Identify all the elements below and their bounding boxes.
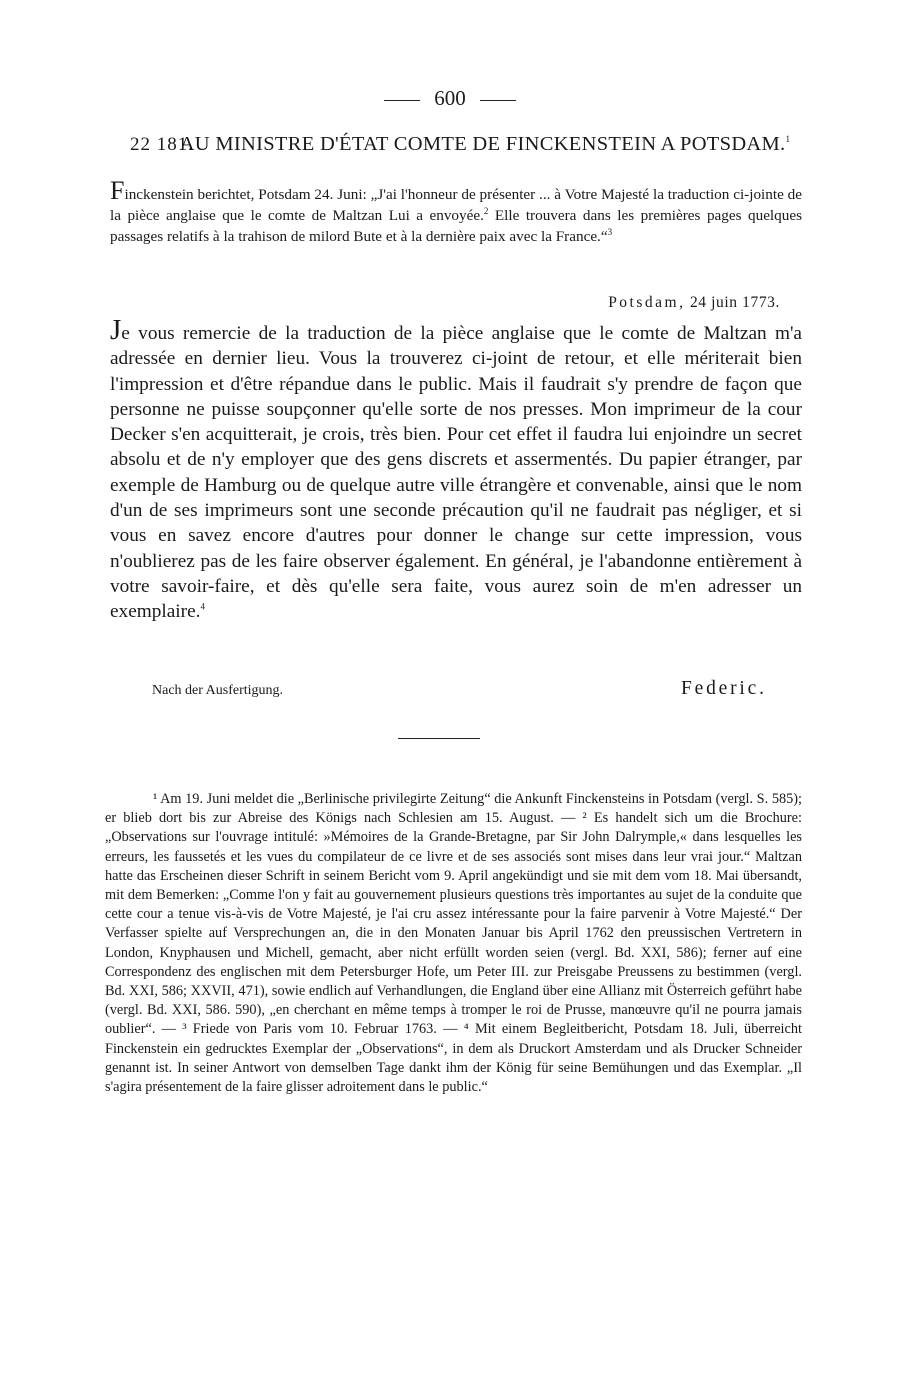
summary-initial: F xyxy=(110,176,125,205)
document-number: 22 181. xyxy=(130,134,194,155)
footnote-marker-2: 2 xyxy=(483,205,489,216)
dateline-place: Potsdam, xyxy=(608,294,686,311)
report-summary xyxy=(110,176,802,247)
dateline-date: 24 juin 1773. xyxy=(689,294,780,311)
footnote-marker-3: 3 xyxy=(607,226,613,237)
document-title xyxy=(110,132,800,157)
footnote-divider xyxy=(398,738,480,739)
summary-text-2: Elle trouvera dans les premières pages quelques passages relatifs à la trahison de milord Bute et à la dernière paix avec la France.“ xyxy=(110,207,802,245)
footnotes-text: ¹ Am 19. Juni meldet die „Berlinische privilegirte Zeitung“ die Ankunft Finckensteins in Potsdam (vergl. S. 585); er blieb dort bis zur Abreise des Königs nach Schlesien am 15. August. — ² Es handelt sich um die Brochure: „Observations sur l'ouvrage intitulé: »Mémoires de la Grande-Bretagne, par Sir John Dalrymple,« dans lesquelles les erreurs, les faussetés et les vues du compilateur de ce livre et de ses associés sont mises dans leur vrai jour.“ Maltzan hatte das Erscheinen dieser Schrift in seinem Bericht vom 9. April angekündigt und sie mit dem vom 18. Mai übersandt, mit dem Bemerken: „Comme l'on y fait au gouvernement plusieurs questions très importantes au sujet de la conduite que cette cour a tenue vis-à-vis de Votre Majesté, je l'ai cru assez intéressante pour la faire parvenir à Votre Majesté.“ Der Verfasser spielte auf Versprechungen an, die in den Monaten Januar bis April 1762 den preussischen Vertretern in London, Knyphausen und Michell, gemacht, aber nicht erfüllt worden seien (vergl. Bd. XXI, 586); ferner auf eine Correspondenz des englischen mit dem Petersburger Hofe, um Peter III. zur Preisgabe Preussens zu bestimmen (vergl. Bd. XXI, 586; XXVII, 471), sowie endlich auf Verhandlungen, die England über eine Allianz mit Österreich geführt habe (vergl. Bd. XXI, 586. 590), „en cherchant en même temps à tromper le roi de Prusse, manœuvre qu'il ne pourra jamais oublier“. — ³ Friede von Paris vom 10. Februar 1763. — ⁴ Mit einem Begleitbericht, Potsdam 18. Juli, überreicht Finckenstein ein gedrucktes Exemplar der „Observations“, in dem als Druckort Amsterdam und als Drucker Schneider genannt ist. In seiner Antwort von demselben Tage dankt ihm der König für seine Bemühungen und das Exemplar. „Il s'agira présentement de la faire glisser adroitement dans le public.“ xyxy=(105,791,802,1096)
letter-body xyxy=(110,314,802,625)
page-number xyxy=(0,86,900,110)
footnote-marker-4: 4 xyxy=(200,601,205,612)
document-title-text: AU MINISTRE D'ÉTAT COMTE DE FINCKENSTEIN A POTSDAM. xyxy=(179,133,786,155)
signature: Federic. xyxy=(681,678,767,699)
footnotes xyxy=(105,790,802,1097)
page-number-rule-right xyxy=(480,100,516,101)
summary-text: inckenstein berichtet, Potsdam 24. Juni: „J'ai l'honneur de présenter ... à Votre Majesté la traduction ci-jointe de la pièce anglaise que le comte de Maltzan Lui a envoyée. xyxy=(110,186,802,224)
source-note: Nach der Ausfertigung. xyxy=(152,683,284,698)
letter-text: e vous remercie de la traduction de la pièce anglaise que le comte de Maltzan m'a adressée en dernier lieu. Vous la trouverez ci-joint de retour, et elle mériterait bien l'impression et d'être répandue dans le public. Mais il faudrait s'y prendre de façon que personne ne puisse soupçonner qu'elle sorte de nos presses. Mon imprimeur de la cour Decker s'en acquitterait, je crois, très bien. Pour cet effet il faudra lui enjoindre un secret absolu et de n'y employer que des gens discrets et assermentés. Du papier étranger, par exemple de Hamburg ou de quelque autre ville étrangère et convenable, ainsi que le nom d'un de ses imprimeurs sont une seconde précaution qu'il ne faudrait pas négliger, et si vous en savez encore d'autres pour donner le change sur cette impression, vous n'oublierez pas de les faire observer également. En général, je l'abandonne entièrement à votre savoir-faire, et dès qu'elle sera faite, vous aurez soin de m'en adresser un exemplaire. xyxy=(110,323,802,623)
document-heading xyxy=(110,132,800,157)
dateline xyxy=(608,293,780,313)
page-number-rule-left xyxy=(384,100,420,101)
letter-initial: J xyxy=(110,314,122,346)
page-number-text: 600 xyxy=(434,86,466,110)
footnote-marker-1: 1 xyxy=(785,134,791,145)
